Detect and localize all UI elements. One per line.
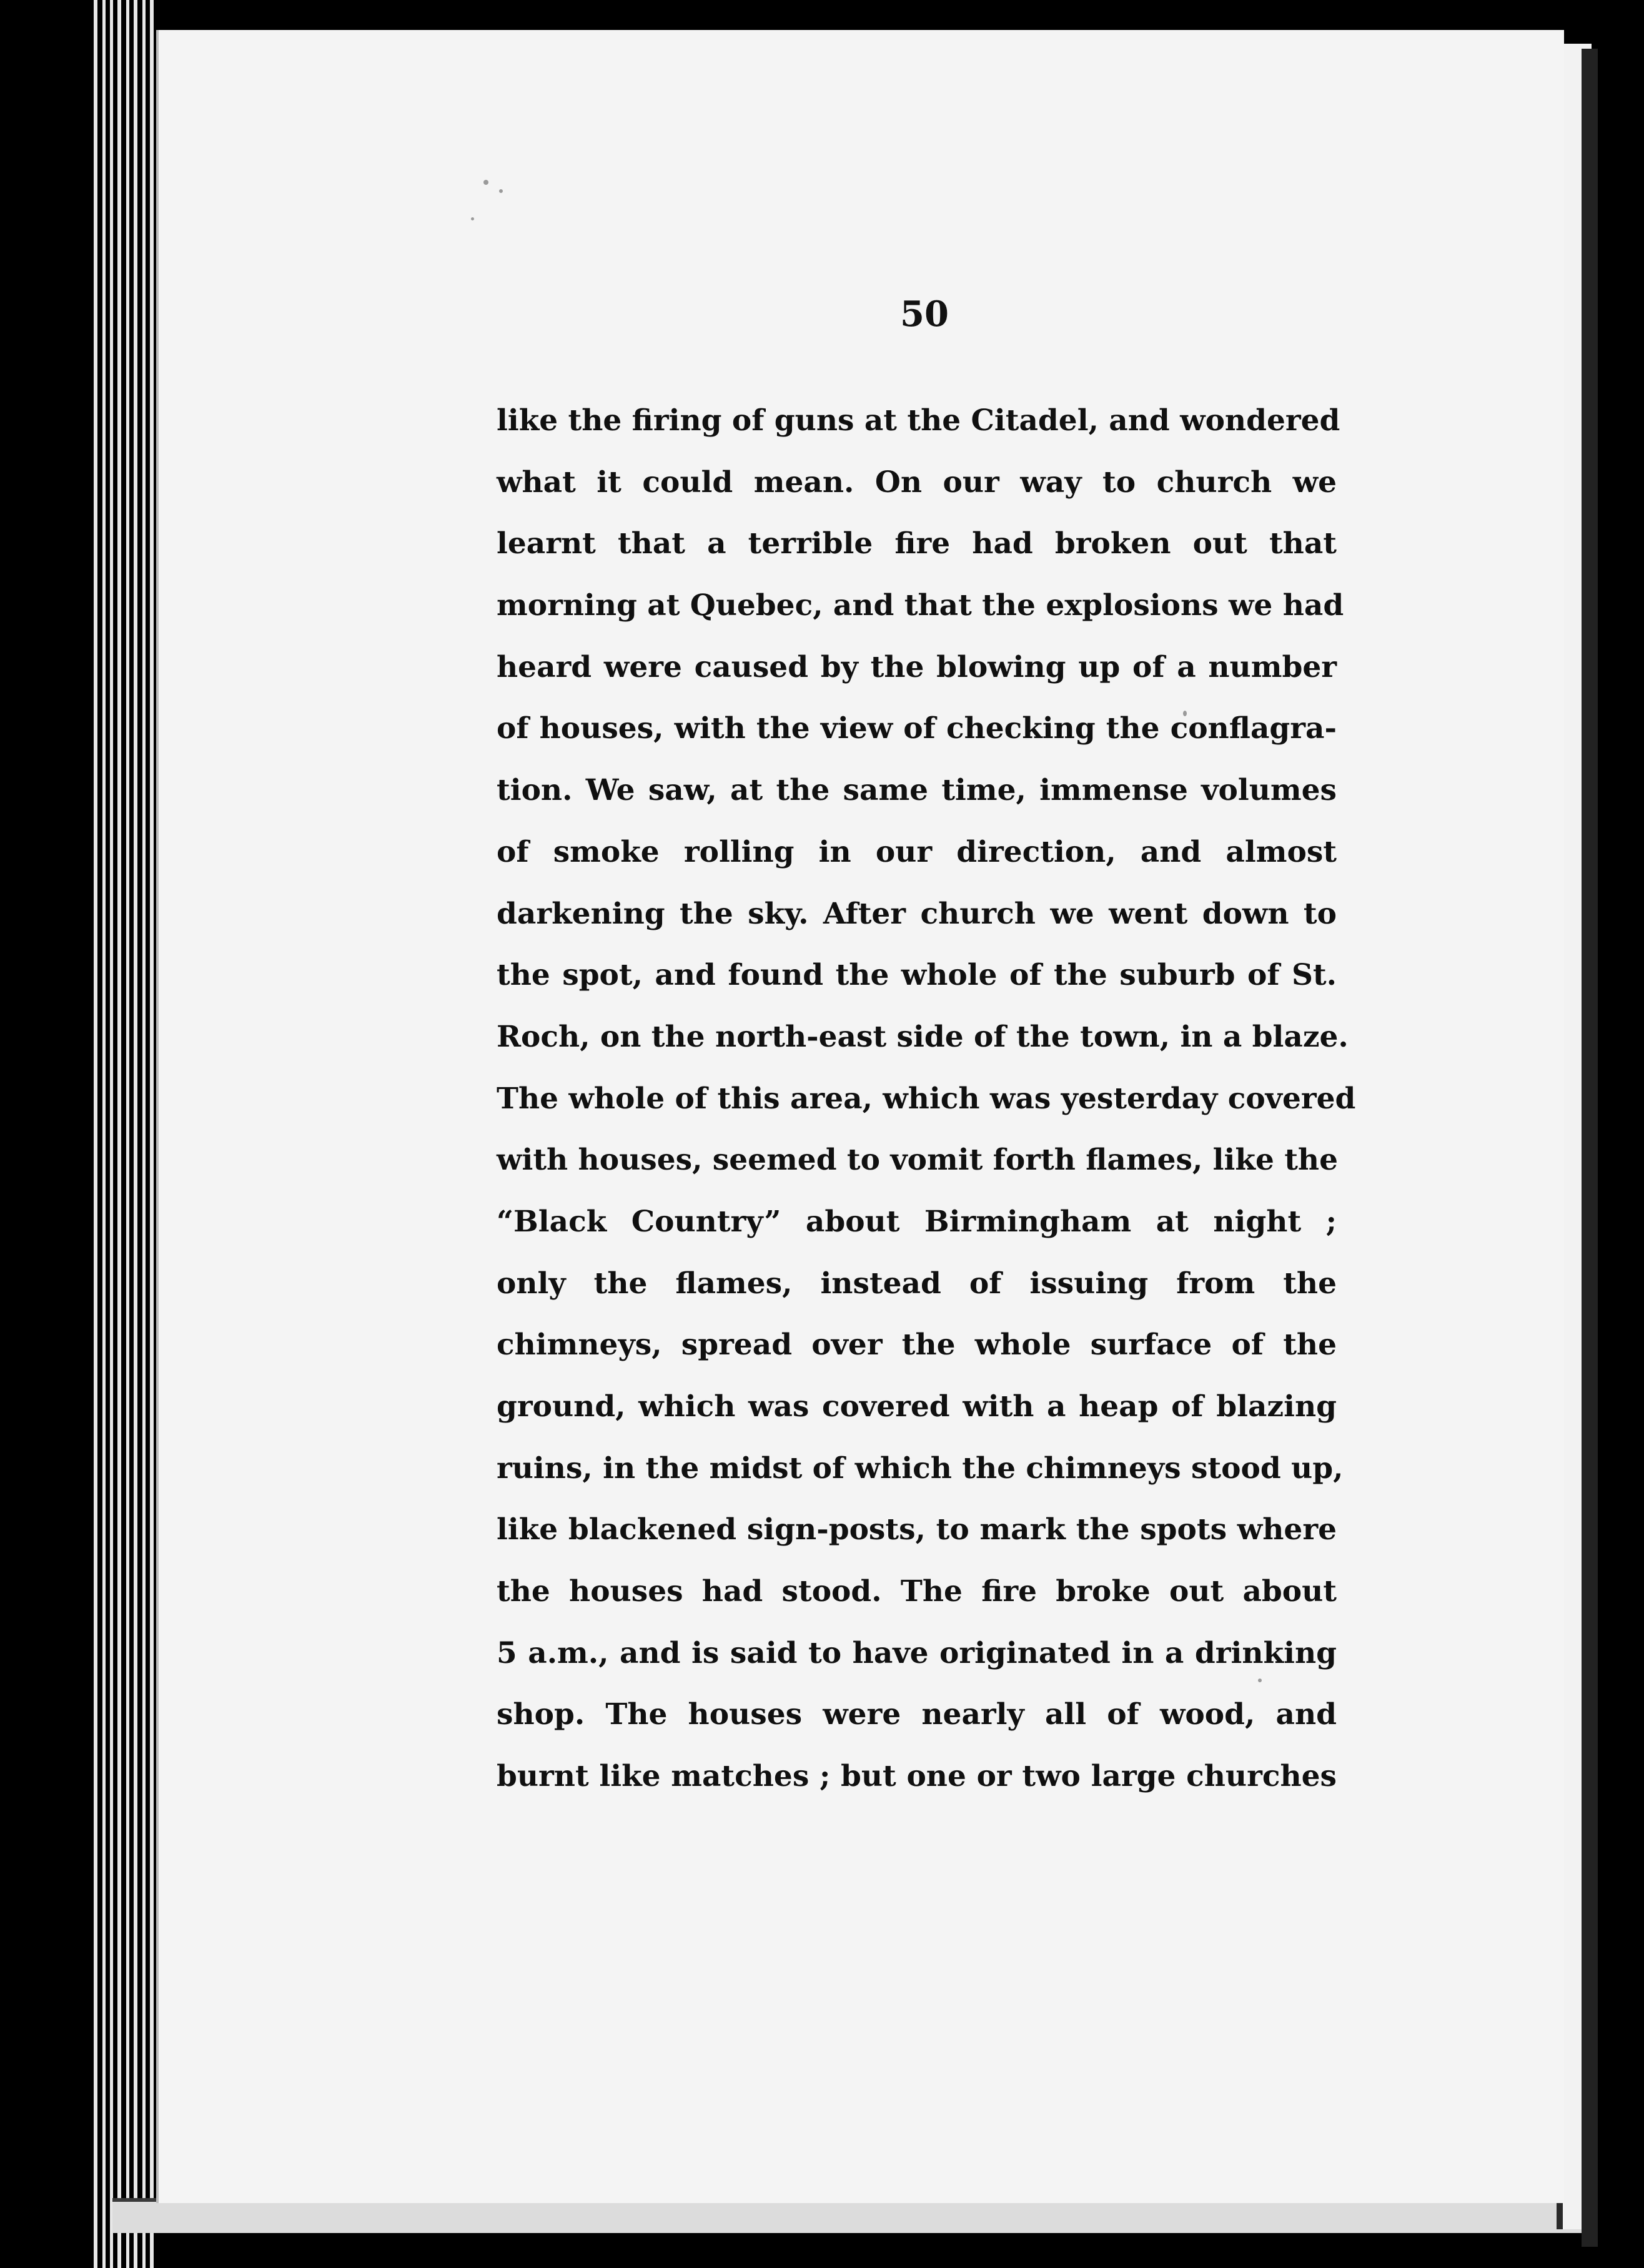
text-line: “Black Country” about Birmingham at night ; bbox=[497, 1204, 1337, 1239]
page-edge-line bbox=[134, 0, 137, 2268]
text-line: tion. We saw, at the same time, immense volumes bbox=[497, 773, 1337, 808]
text-line: what it could mean. On our way to church we bbox=[497, 465, 1337, 500]
page-edge-line bbox=[126, 0, 129, 2268]
text-line: ruins, in the midst of which the chimneys stood up, bbox=[497, 1451, 1344, 1486]
text-line: the houses had stood. The fire broke out about bbox=[497, 1574, 1337, 1609]
text-line: shop. The houses were nearly all of wood, and bbox=[497, 1697, 1337, 1732]
text-line: of smoke rolling in our direction, and almost bbox=[497, 834, 1337, 869]
page-edge-line bbox=[150, 0, 154, 2268]
page-edge-line bbox=[110, 0, 113, 2268]
text-line: the spot, and found the whole of the suburb of St. bbox=[497, 958, 1337, 993]
binding-shadow bbox=[1582, 49, 1598, 2247]
text-line: darkening the sky. After church we went down to bbox=[497, 896, 1337, 931]
page-edge-line bbox=[142, 0, 146, 2268]
body-text bbox=[497, 390, 1356, 1808]
text-line: ground, which was covered with a heap of blazing bbox=[497, 1389, 1337, 1424]
text-line: chimneys, spread over the whole surface of the bbox=[497, 1328, 1337, 1363]
page-edge-line bbox=[102, 0, 106, 2268]
paper-speck bbox=[471, 217, 474, 220]
page-bottom-edge bbox=[112, 2198, 1587, 2233]
text-line: burnt like matches ; but one or two large churches bbox=[497, 1759, 1337, 1794]
text-line: like the firing of guns at the Citadel, and wondered bbox=[497, 403, 1340, 438]
page-stack-edges bbox=[94, 0, 162, 2268]
text-line: of houses, with the view of checking the conflagra- bbox=[497, 711, 1337, 746]
page-edge-line bbox=[94, 0, 97, 2268]
paper-speck bbox=[499, 189, 503, 193]
text-line: Roch, on the north-east side of the town, in a blaze. bbox=[497, 1019, 1349, 1054]
text-line: with houses, seemed to vomit forth flames, like the bbox=[497, 1143, 1339, 1178]
page-number: 50 bbox=[900, 293, 949, 335]
page-edge-line bbox=[117, 0, 121, 2268]
text-line: learnt that a terrible fire had broken out that bbox=[497, 526, 1337, 561]
text-line: like blackened sign-posts, to mark the spots where bbox=[497, 1512, 1337, 1547]
text-line: 5 a.m., and is said to have originated in a drinking bbox=[497, 1635, 1337, 1670]
text-line: heard were caused by the blowing up of a number bbox=[497, 649, 1337, 684]
paper-speck bbox=[483, 180, 488, 185]
text-line: only the flames, instead of issuing from the bbox=[497, 1266, 1337, 1301]
text-line: morning at Quebec, and that the explosions we had bbox=[497, 588, 1344, 623]
text-line: The whole of this area, which was yesterday covered bbox=[497, 1081, 1356, 1116]
